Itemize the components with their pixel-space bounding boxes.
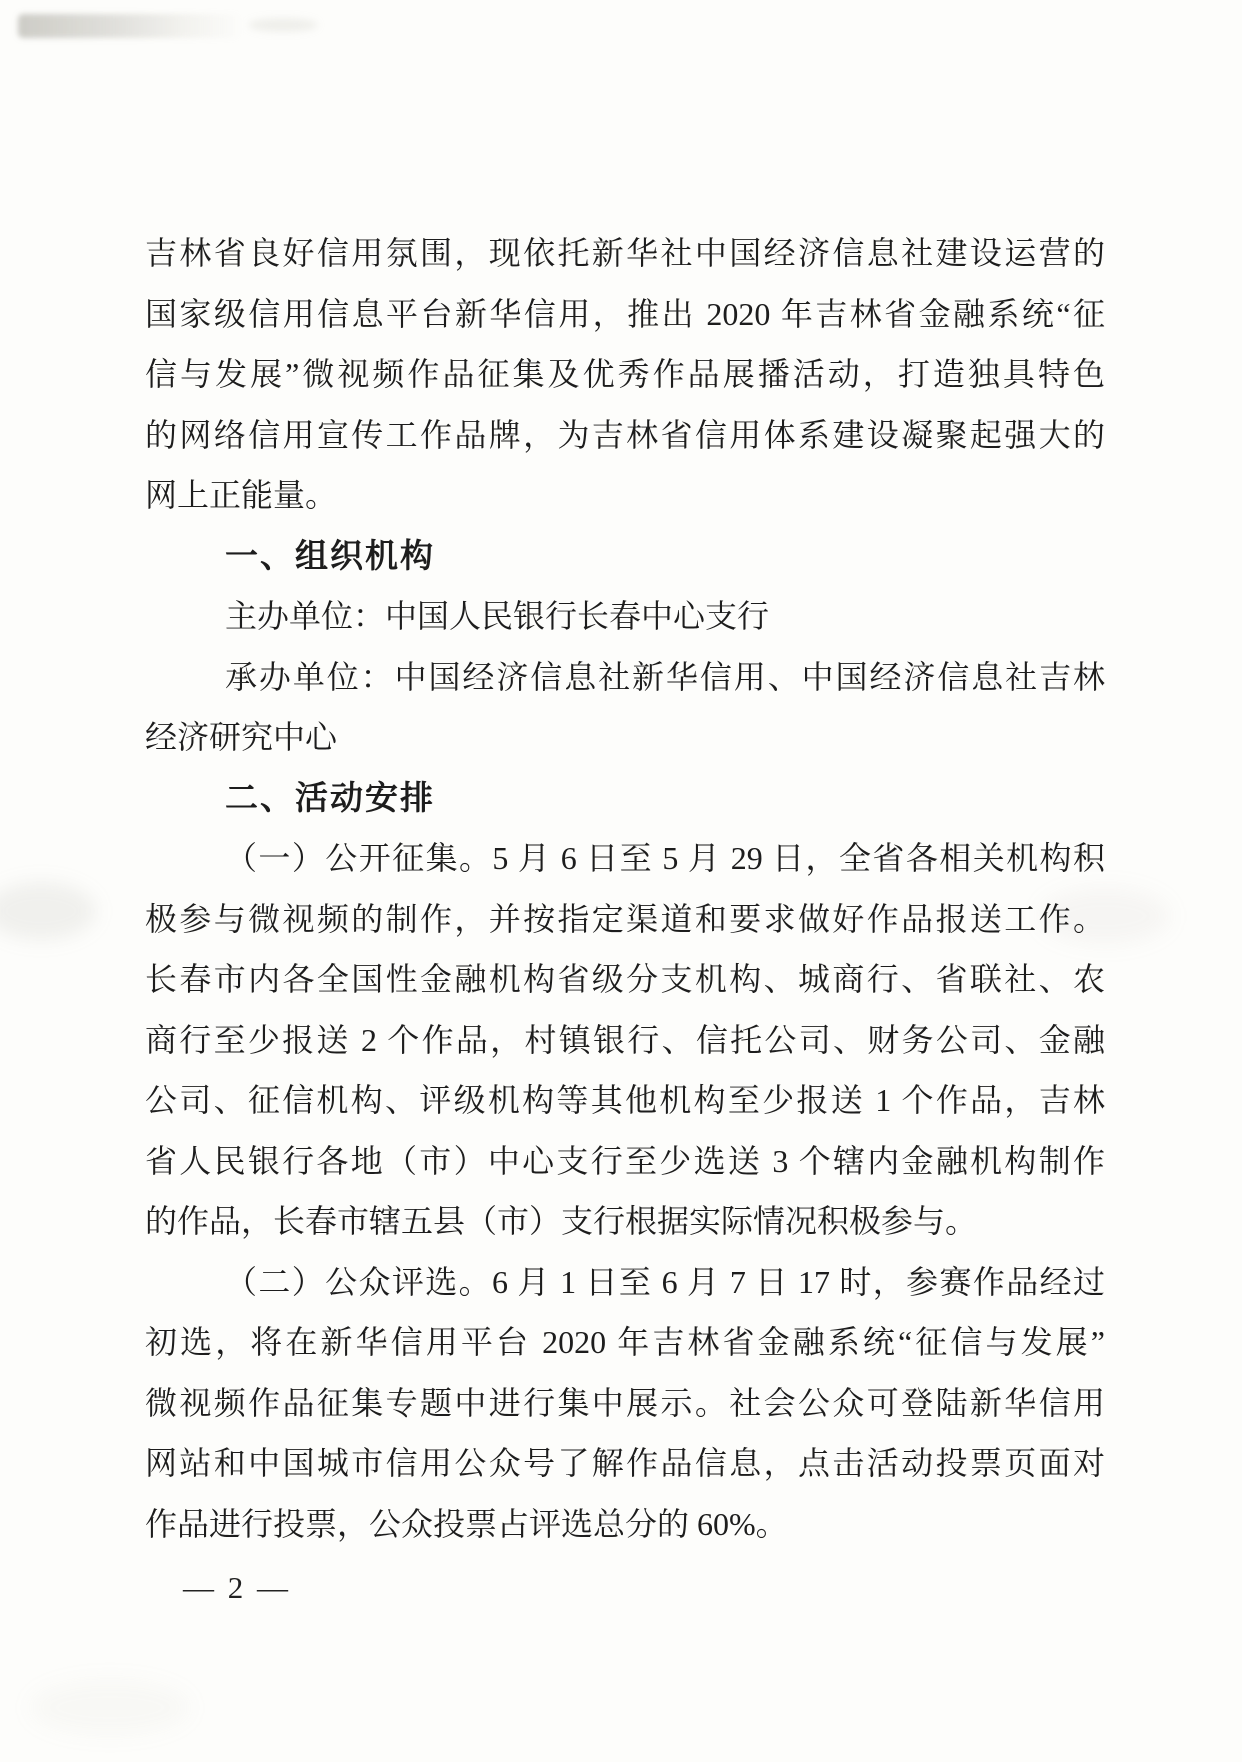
text-line: 极参与微视频的制作，并按指定渠道和要求做好作品报送工作。 bbox=[145, 900, 1105, 937]
text-line: 公司、征信机构、评级机构等其他机构至少报送 1 个作品，吉林 bbox=[145, 1082, 1105, 1118]
scan-smudge-bottom bbox=[30, 1680, 190, 1735]
text-line: （二）公众评选。6 月 1 日至 6 月 7 日 17 时，参赛作品经过 bbox=[225, 1263, 1105, 1300]
scan-smudge-top-right bbox=[248, 18, 318, 32]
text-line: 经济研究中心 bbox=[145, 719, 338, 755]
text-line: 省人民银行各地（市）中心支行至少选送 3 个辖内金融机构制作 bbox=[145, 1142, 1105, 1179]
text-line: 初选，将在新华信用平台 2020 年吉林省金融系统“征信与发展” bbox=[145, 1324, 1105, 1360]
text-line: 网站和中国城市信用公众号了解作品信息，点击活动投票页面对 bbox=[145, 1445, 1105, 1481]
section-heading-2: 二、活动安排 bbox=[225, 778, 435, 816]
text-line: 国家级信用信息平台新华信用，推出 2020 年吉林省金融系统“征 bbox=[145, 295, 1105, 332]
page-number: — 2 — bbox=[183, 1570, 291, 1605]
scan-smudge-left-edge bbox=[0, 882, 96, 940]
scan-smudge-top bbox=[18, 14, 240, 38]
text-line: 网上正能量。 bbox=[145, 477, 338, 513]
text-line: 吉林省良好信用氛围，现依托新华社中国经济信息社建设运营的 bbox=[145, 235, 1105, 271]
text-line: 信与发展”微视频作品征集及优秀作品展播活动，打造独具特色 bbox=[145, 356, 1105, 392]
text-line: 承办单位：中国经济信息社新华信用、中国经济信息社吉林 bbox=[225, 658, 1105, 695]
text-line: 的网络信用宣传工作品牌，为吉林省信用体系建设凝聚起强大的 bbox=[145, 416, 1105, 453]
text-line: 微视频作品征集专题中进行集中展示。社会公众可登陆新华信用 bbox=[145, 1384, 1105, 1421]
text-line: 的作品，长春市辖五县（市）支行根据实际情况积极参与。 bbox=[145, 1203, 978, 1239]
section-heading-1: 一、组织机构 bbox=[225, 536, 435, 574]
text-line: 主办单位：中国人民银行长春中心支行 bbox=[225, 598, 770, 634]
text-line: 商行至少报送 2 个作品，村镇银行、信托公司、财务公司、金融 bbox=[145, 1021, 1105, 1058]
text-line: 作品进行投票，公众投票占评选总分的 60%。 bbox=[145, 1505, 788, 1542]
document-body bbox=[145, 223, 1105, 1554]
text-line: （一）公开征集。5 月 6 日至 5 月 29 日，全省各相关机构积 bbox=[225, 840, 1105, 876]
text-line: 长春市内各全国性金融机构省级分支机构、城商行、省联社、农 bbox=[145, 961, 1105, 997]
